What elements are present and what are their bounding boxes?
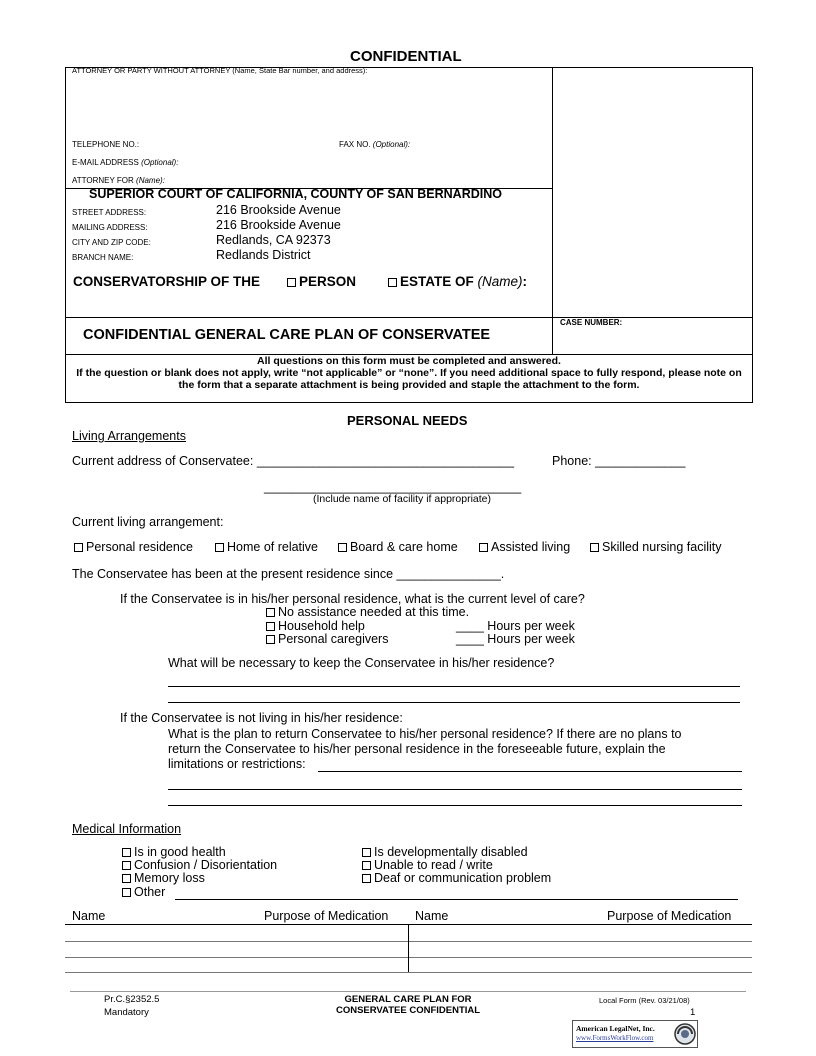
fax-label: FAX NO. (Optional): <box>339 140 411 149</box>
facility-field[interactable]: _____________________________________ <box>264 480 522 494</box>
plan-question-line2: return the Conservatee to his/her personal residence in the foreseeable future, explain the <box>168 742 666 756</box>
medical-option-unable-read-write[interactable]: Unable to read / write <box>362 858 493 872</box>
other-answer-line[interactable] <box>175 899 738 900</box>
city-label: CITY AND ZIP CODE: <box>72 238 151 247</box>
personal-needs-heading: PERSONAL NEEDS <box>347 413 468 428</box>
instructions: All questions on this form must be completed and answered. If the question or blank does not apply, write “not applicable” or “none”. If you need additional space to fully respond, please note on the form that a separate attachment is being provided and staple the attachment to the form. <box>76 355 742 391</box>
arrangement-label: Current living arrangement: <box>72 515 224 529</box>
caregiver-hours-field[interactable]: ____ Hours per week <box>456 632 575 646</box>
footer-local-form: Local Form (Rev. 03/21/08) <box>599 996 690 1005</box>
estate-checkbox[interactable] <box>388 278 397 287</box>
street-label: STREET ADDRESS: <box>72 208 147 217</box>
page-number: 1 <box>690 1007 696 1018</box>
email-label: E-MAIL ADDRESS (Optional): <box>72 158 179 167</box>
checkbox[interactable] <box>362 848 371 857</box>
logo-url: www.FormsWorkFlow.com <box>576 1034 654 1042</box>
checkbox[interactable] <box>479 543 488 552</box>
logo-name: American LegalNet, Inc. <box>576 1024 655 1033</box>
person-option[interactable]: PERSON <box>287 274 356 289</box>
caption-box <box>65 67 753 403</box>
col-purpose-left: Purpose of Medication <box>264 909 389 923</box>
plan-answer-line[interactable] <box>168 789 742 790</box>
checkbox[interactable] <box>590 543 599 552</box>
checkbox[interactable] <box>74 543 83 552</box>
branch-value: Redlands District <box>216 248 311 262</box>
facility-note: (Include name of facility if appropriate) <box>313 493 492 505</box>
page-title: CONFIDENTIAL <box>350 48 462 65</box>
not-living-label: If the Conservatee is not living in his/her residence: <box>120 711 403 725</box>
household-help-option[interactable]: Household help <box>266 619 365 633</box>
checkbox[interactable] <box>362 874 371 883</box>
plan-answer-line[interactable] <box>168 805 742 806</box>
keep-residence-answer-line[interactable] <box>168 702 740 703</box>
col-purpose-right: Purpose of Medication <box>607 909 732 923</box>
checkbox[interactable] <box>266 635 275 644</box>
medical-heading: Medical Information <box>72 822 182 836</box>
logo <box>572 1020 698 1048</box>
col-name-right: Name <box>415 909 449 923</box>
case-number-label: CASE NUMBER: <box>560 318 623 327</box>
current-address-field[interactable]: Current address of Conservatee: _____________________________________ <box>72 454 515 468</box>
footer-title: GENERAL CARE PLAN FOR CONSERVATEE CONFIDENTIAL <box>335 994 481 1016</box>
col-name-left: Name <box>72 909 106 923</box>
keep-residence-question: What will be necessary to keep the Conservatee in his/her residence? <box>168 656 555 670</box>
estate-option[interactable]: ESTATE OF (Name): <box>388 274 527 289</box>
checkbox[interactable] <box>122 874 131 883</box>
mailing-value: 216 Brookside Avenue <box>216 218 341 232</box>
medical-option-other[interactable]: Other <box>122 885 165 899</box>
footer-mandatory: Mandatory <box>104 1007 149 1018</box>
checkbox[interactable] <box>362 861 371 870</box>
checkbox[interactable] <box>122 888 131 897</box>
table-row[interactable] <box>65 972 752 973</box>
plan-question-line3: limitations or restrictions: <box>168 757 306 771</box>
arrangement-option-board-care[interactable]: Board & care home <box>338 540 458 554</box>
checkbox[interactable] <box>266 622 275 631</box>
attorney-for-label: ATTORNEY FOR (Name): <box>72 176 165 185</box>
keep-residence-answer-line[interactable] <box>168 686 740 687</box>
footer-code: Pr.C.§2352.5 <box>104 994 160 1005</box>
arrangement-option-home-of-relative[interactable]: Home of relative <box>215 540 318 554</box>
plan-question-line1: What is the plan to return Conservatee to his/her personal residence? If there are no plans to <box>168 727 682 741</box>
arrangement-option-assisted-living[interactable]: Assisted living <box>479 540 570 554</box>
medical-option-memory-loss[interactable]: Memory loss <box>122 871 205 885</box>
checkbox[interactable] <box>338 543 347 552</box>
medical-option-deaf[interactable]: Deaf or communication problem <box>362 871 551 885</box>
branch-label: BRANCH NAME: <box>72 253 134 262</box>
personal-caregivers-option[interactable]: Personal caregivers <box>266 632 388 646</box>
court-title: SUPERIOR COURT OF CALIFORNIA, COUNTY OF SAN BERNARDINO <box>89 187 502 201</box>
household-hours-field[interactable]: ____ Hours per week <box>456 619 575 633</box>
attorney-label: ATTORNEY OR PARTY WITHOUT ATTORNEY (Name, State Bar number, and address): <box>72 66 368 75</box>
arrangement-option-personal-residence[interactable]: Personal residence <box>74 540 193 554</box>
living-arrangements-heading: Living Arrangements <box>72 429 186 443</box>
arrangement-option-skilled-nursing[interactable]: Skilled nursing facility <box>590 540 722 554</box>
phone-field[interactable]: Phone: _____________ <box>552 454 686 468</box>
checkbox[interactable] <box>122 861 131 870</box>
checkbox[interactable] <box>266 608 275 617</box>
person-checkbox[interactable] <box>287 278 296 287</box>
plan-answer-line[interactable] <box>318 771 742 772</box>
checkbox[interactable] <box>215 543 224 552</box>
form-title: CONFIDENTIAL GENERAL CARE PLAN OF CONSERVATEE <box>83 327 491 343</box>
checkbox[interactable] <box>122 848 131 857</box>
medical-option-good-health[interactable]: Is in good health <box>122 845 226 859</box>
medical-option-developmentally-disabled[interactable]: Is developmentally disabled <box>362 845 528 859</box>
since-field[interactable]: The Conservatee has been at the present residence since _______________. <box>72 567 505 581</box>
level-of-care-question: If the Conservatee is in his/her personal residence, what is the current level of care? <box>120 592 585 606</box>
mailing-label: MAILING ADDRESS: <box>72 223 148 232</box>
city-value: Redlands, CA 92373 <box>216 233 331 247</box>
medical-option-confusion[interactable]: Confusion / Disorientation <box>122 858 277 872</box>
telephone-label: TELEPHONE NO.: <box>72 140 140 149</box>
conservatorship-label: CONSERVATORSHIP OF THE <box>73 274 261 289</box>
street-value: 216 Brookside Avenue <box>216 203 341 217</box>
globe-icon <box>673 1022 697 1046</box>
no-assistance-option[interactable]: No assistance needed at this time. <box>266 605 469 619</box>
